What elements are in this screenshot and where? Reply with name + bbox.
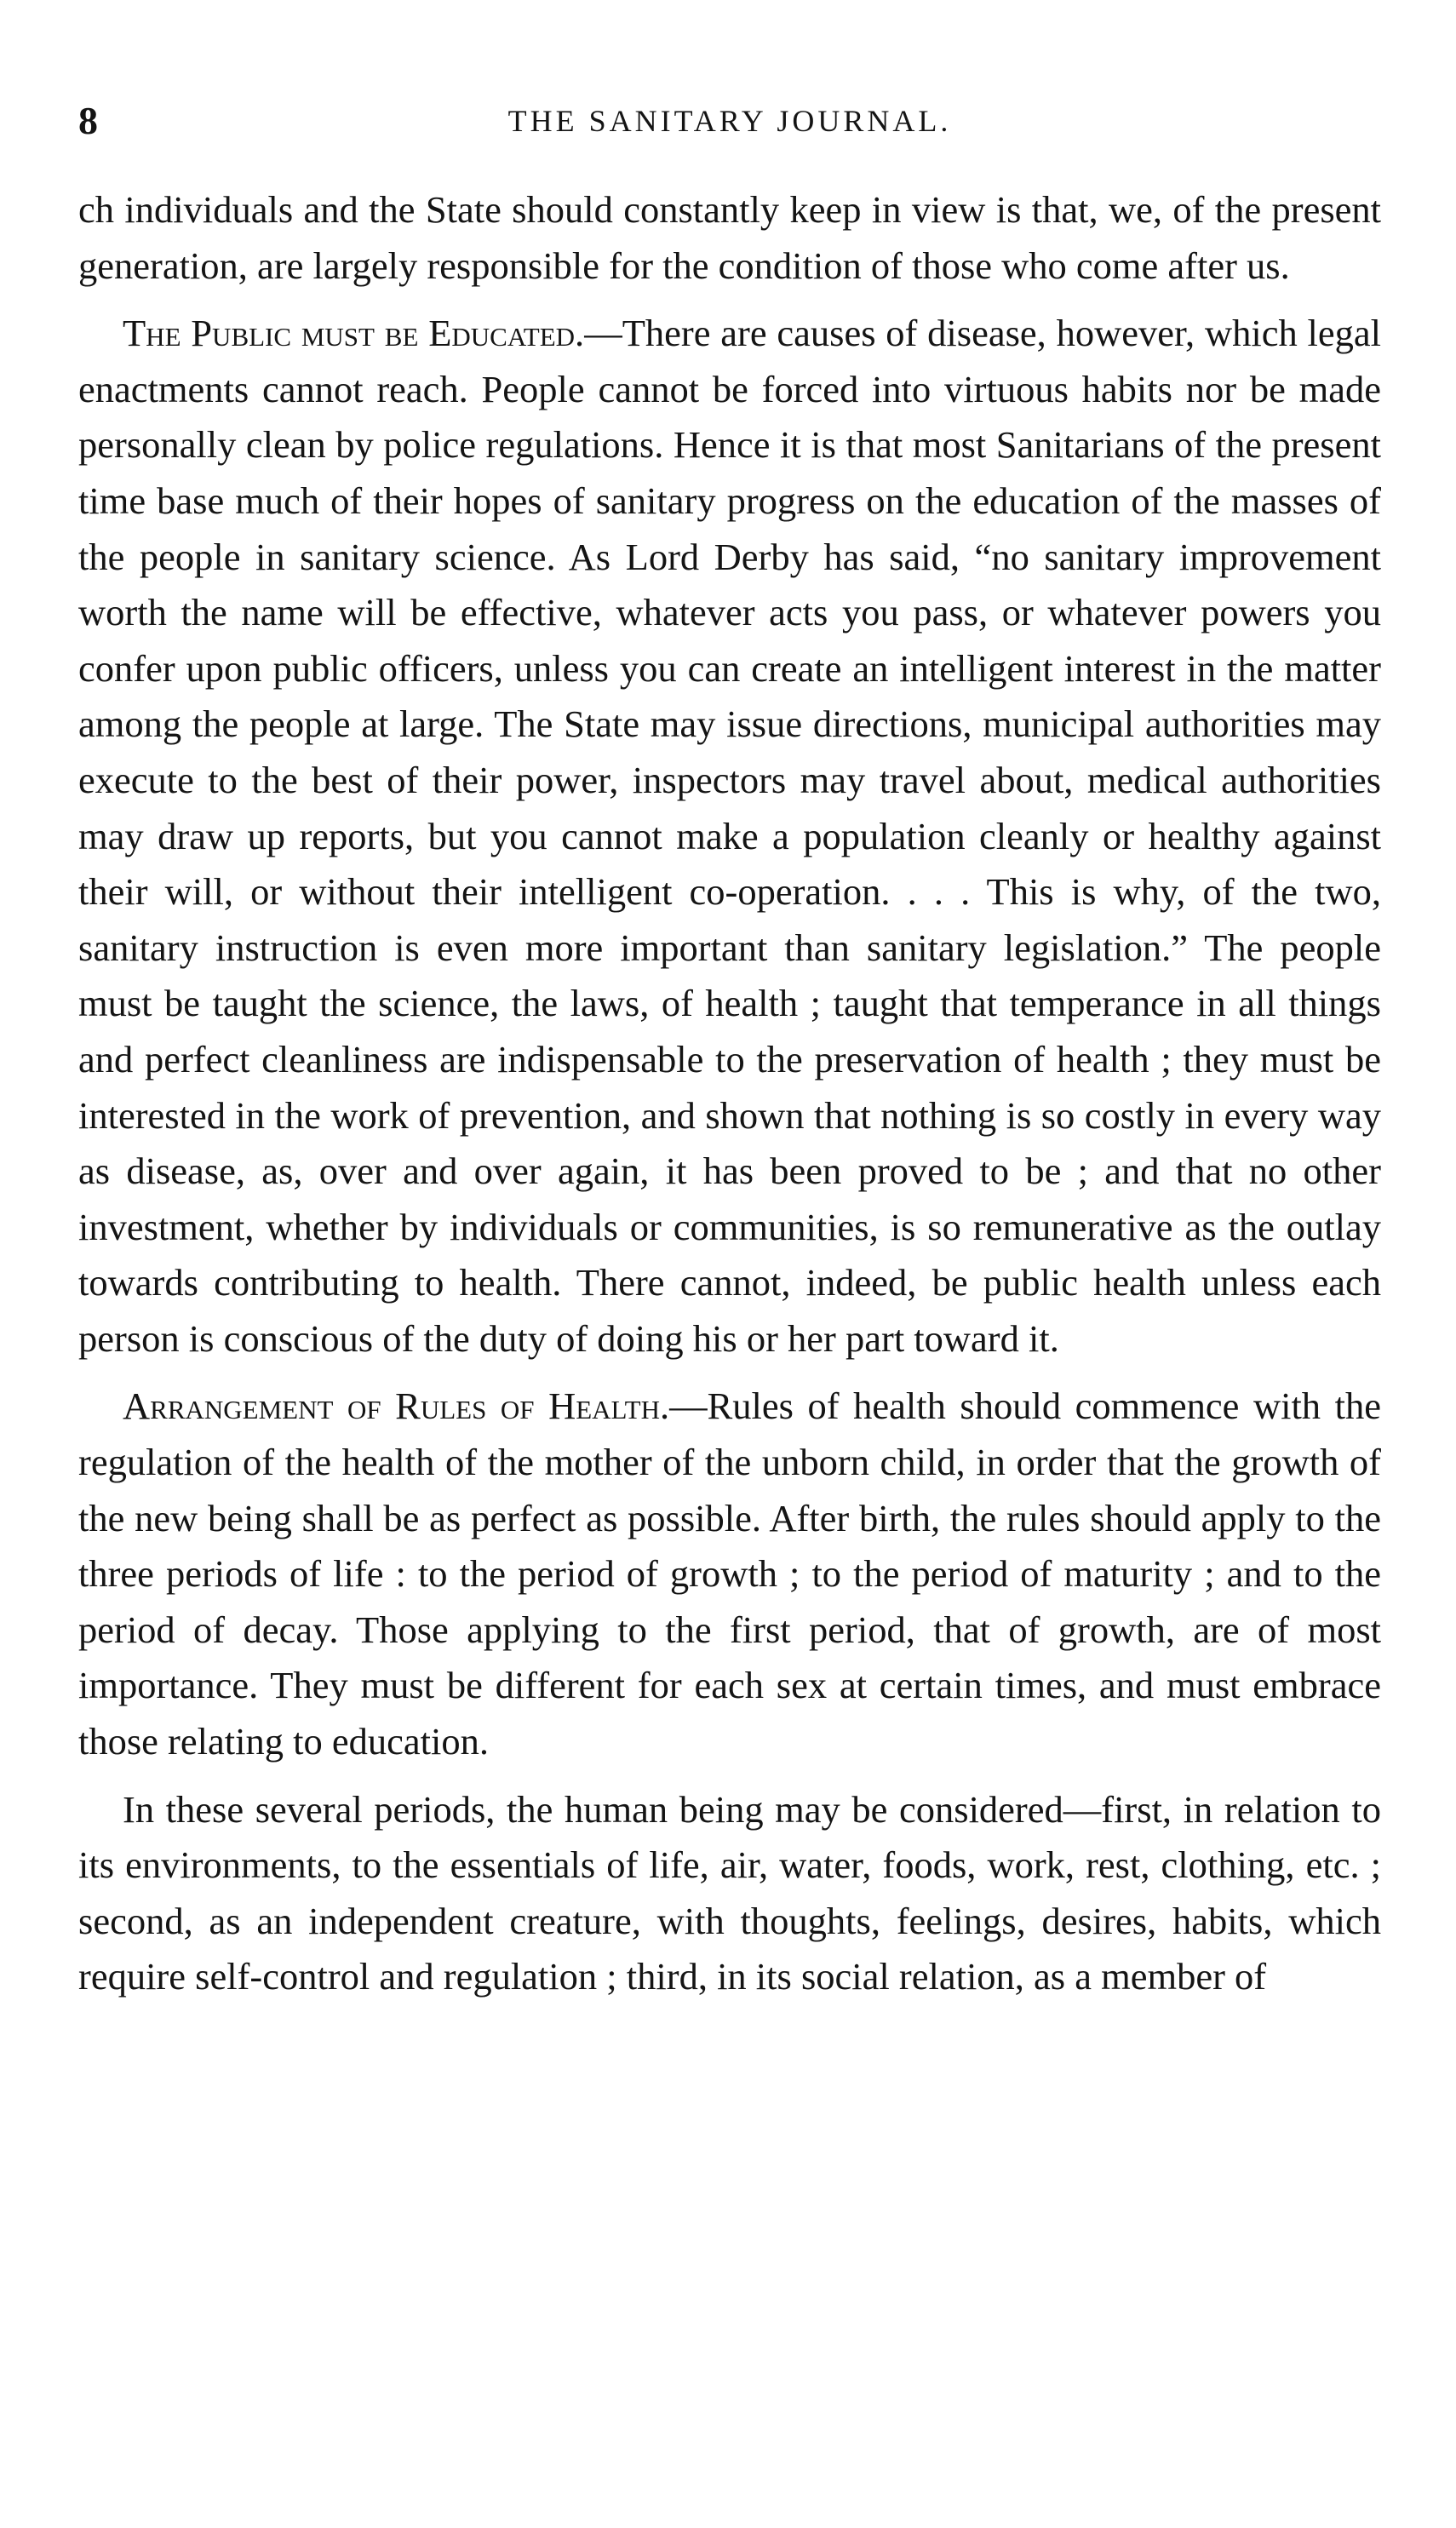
running-head: THE SANITARY JOURNAL. xyxy=(507,104,952,138)
paragraph-text: ch individuals and the State should constantly keep in view is that, we, of the present generation, are largely responsible for the condition of those who come after us. xyxy=(78,188,1381,287)
paragraph-text: —Rules of health should commence with the regulation of the health of the mother of the unborn child, in order that the growth of the new being shall be as perfect as possible. After birth, the rules should apply to the three periods of life : to the period of growth ; to the period of maturity ; and to the period of decay. Those applying to the first period, that of growth, are of most importance. They must be different for each sex at certain times, and must embrace those relating to education. xyxy=(78,1384,1381,1763)
section-heading: The Public must be Educated. xyxy=(123,312,585,355)
body-text xyxy=(78,182,1381,2005)
page-number: 8 xyxy=(78,99,98,142)
paragraph-text: —There are causes of disease, however, which legal enactments cannot reach. People cannot be forced into virtuous habits nor be made personally clean by police regulations. Hence it is that most Sanitarians of the present time base much of their hopes of sanitary progress on the education of the masses of the people in sanitary science. As Lord Derby has said, “no sanitary improvement worth the name will be effective, whatever acts you pass, or whatever powers you confer upon public officers, unless you can create an intelligent interest in the matter among the people at large. The State may issue directions, municipal authorities may execute to the best of their power, inspectors may travel about, medical authorities may draw up reports, but you cannot make a population cleanly or healthy against their will, or without their intelligent co-operation. . . . This is why, of the two, sanitary instruction is even more important than sanitary legislation.” The people must be taught the science, the laws, of health ; taught that temperance in all things and perfect cleanliness are indispensable to the preservation of health ; they must be interested in the work of prevention, and shown that nothing is so costly in every way as disease, as, over and over again, it has been proved to be ; and that no other investment, whether by individuals or communities, is so remunerative as the outlay towards contributing to health. There cannot, indeed, be public health unless each person is conscious of the duty of doing his or her part toward it. xyxy=(78,312,1381,1360)
paragraph-continuation xyxy=(78,182,1381,294)
section-heading: Arrangement of Rules of Health. xyxy=(123,1384,670,1428)
paragraph-text: In these several periods, the human being may be considered—first, in relation to its environments, to the essentials of life, air, water, foods, work, rest, clothing, etc. ; second, as an independent creature, with thoughts, feelings, desires, habits, which require self-control and regulation ; third, in its social relation, as a member of xyxy=(78,1787,1381,1998)
paragraph-public-education xyxy=(78,306,1381,1367)
paragraph-several-periods xyxy=(78,1782,1381,2005)
page-header xyxy=(78,95,1381,146)
paragraph-rules-of-health xyxy=(78,1379,1381,1769)
